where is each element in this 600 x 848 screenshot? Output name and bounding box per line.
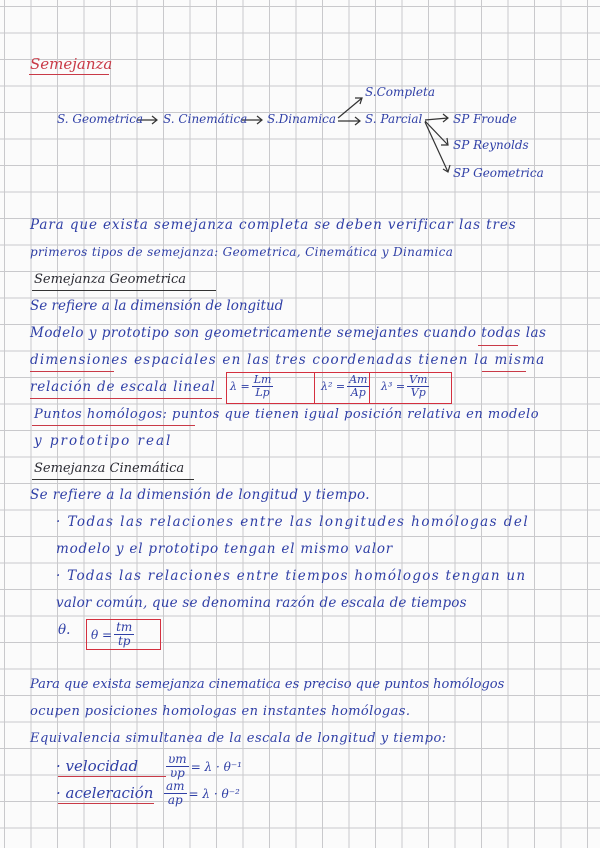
intro-line-1: Para que exista semejanza completa se deben verificar las tres [30,217,517,233]
formula-lambda3-num: Vm [409,373,428,386]
node-sp-geometrica: SP Geometrica [453,166,544,180]
geom-p5: Puntos homólogos: puntos que tienen igual posición relativa en modelo [34,407,540,422]
node-s-cinematica: S. Cinemática [163,112,248,126]
formula-lambda-lhs: λ = [230,380,250,394]
node-s-parcial: S. Parcial [365,112,423,126]
underline-relacion [30,398,222,399]
cine-theta: θ. [58,622,71,638]
formula-lambda2-den: Ap [350,386,366,400]
geom-p6: y prototipo real [34,433,173,449]
node-sp-froude: SP Froude [453,112,517,126]
formula-acceleration-num: am [166,779,185,793]
heading-cinematica: Semejanza Cinemática [34,461,185,476]
node-s-completa: S.Completa [365,85,435,99]
formula-acceleration [162,780,240,807]
cine-bullet1-b: modelo y el prototipo tengan el mismo valor [56,541,394,557]
underline-puntos-homologos [32,425,195,426]
acceleration-label: · aceleración [56,784,154,802]
node-sp-reynolds: SP Reynolds [453,138,529,152]
formula-theta-num: tm [116,620,133,634]
final-p3: Equivalencia simultanea de la escala de longitud y tiempo: [30,731,447,746]
velocity-label: · velocidad [56,757,139,775]
final-p2: ocupen posiciones homologas en instantes homólogas. [30,704,411,719]
intro-line-2: primeros tipos de semejanza: Geometrica, Cinemática y Dinamica [30,245,454,259]
formula-acceleration-rhs: = λ · θ⁻² [188,786,240,801]
cine-bullet2-a: · Todas las relaciones entre tiempos homólogos tengan un [56,568,527,584]
formula-lambda [230,374,275,399]
formula-velocity [164,753,242,780]
formula-velocity-den: υp [169,766,185,781]
geom-p2: Modelo y prototipo son geometricamente semejantes cuando todas las [30,325,547,341]
heading-geometrica: Semejanza Geometrica [34,272,187,287]
formula-theta-den: tp [117,634,131,649]
geom-p1: Se refiere a la dimensión de longitud [30,298,284,314]
cine-bullet1-a: · Todas las relaciones entre las longitudes homólogas del [56,514,530,530]
cine-p1: Se refiere a la dimensión de longitud y tiempo. [30,487,370,503]
formula-lambda2 [321,374,371,399]
formula-lambda3-den: Vp [410,386,426,400]
cine-bullet2-b: valor común, que se denomina razón de escala de tiempos [56,595,467,611]
page-title: Semejanza [30,55,113,73]
formula-lambda2-lhs: λ² = [321,380,346,394]
formula-velocity-num: υm [168,752,187,766]
formula-theta [91,621,136,648]
formula-velocity-rhs: = λ · θ⁻¹ [190,759,242,774]
underline-velocidad [58,776,166,777]
node-s-geometrica: S. Geometrica [57,112,144,126]
geom-p3: dimensiones espaciales en las tres coordenadas tienen la misma [30,352,546,368]
formula-lambda3 [381,374,431,399]
formula-lambda2-num: Am [349,373,368,386]
formula-lambda3-lhs: λ³ = [381,380,406,394]
formula-theta-lhs: θ = [91,627,113,642]
node-s-dinamica: S.Dinamica [267,112,337,126]
formula-box-divider-1 [314,372,315,404]
heading-geometrica-underline [32,290,216,291]
formula-lambda-num: Lm [253,373,272,386]
underline-dimensiones [30,371,114,372]
formula-acceleration-den: ap [167,793,183,808]
underline-misma [482,371,526,372]
geom-p4: relación de escala lineal [30,379,216,395]
final-p1: Para que exista semejanza cinematica es preciso que puntos homólogos [30,677,505,692]
underline-aceleracion [58,803,154,804]
underline-todas [478,345,518,346]
heading-cinematica-underline [32,479,194,480]
formula-lambda-den: Lp [255,386,270,400]
